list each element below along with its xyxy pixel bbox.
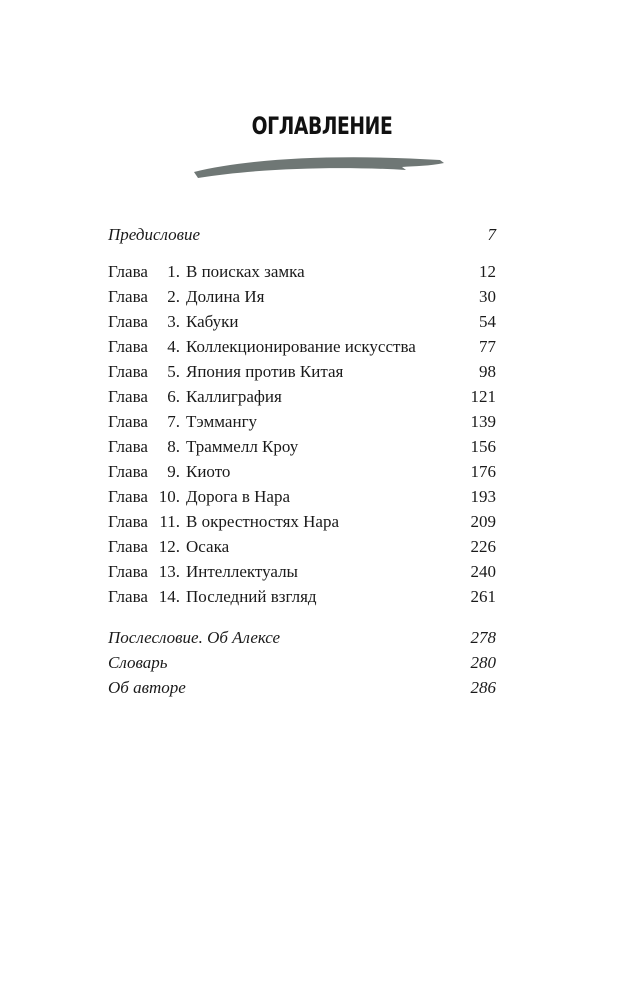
- chapter-prefix: Глава: [108, 487, 148, 506]
- chapter-title: Япония против Китая: [186, 362, 344, 381]
- chapter-title: Киото: [186, 462, 231, 481]
- entry-label: [108, 559, 456, 584]
- chapter-number: 9.: [167, 462, 180, 481]
- entry-label: [108, 284, 456, 309]
- entry-label: [108, 334, 456, 359]
- chapter-prefix: Глава: [108, 412, 148, 431]
- chapter-number: 12.: [158, 537, 180, 556]
- toc-entry-afterword[interactable]: [108, 625, 496, 650]
- chapter-number: 14.: [158, 587, 180, 606]
- entry-label: [108, 534, 456, 559]
- entry-label: [108, 484, 456, 509]
- toc-entry-glossary[interactable]: [108, 650, 496, 675]
- toc-entry-chapter[interactable]: [108, 384, 496, 409]
- chapter-title: Долина Ия: [186, 287, 265, 306]
- entry-page: 156: [470, 437, 496, 456]
- entry-label: [108, 409, 456, 434]
- entry-page: 139: [470, 412, 496, 431]
- chapter-prefix: Глава: [108, 462, 148, 481]
- chapter-number: 5.: [167, 362, 180, 381]
- entry-label: [108, 359, 456, 384]
- chapter-title: Осака: [186, 537, 230, 556]
- entry-page: 240: [470, 562, 496, 581]
- toc-entry-chapter[interactable]: [108, 584, 496, 609]
- toc-entry-chapter[interactable]: [108, 359, 496, 384]
- brush-stroke-decoration: [190, 150, 450, 184]
- entry-page: 121: [470, 387, 496, 406]
- entry-label: [108, 434, 456, 459]
- entry-label: Послесловие. Об Алексе: [108, 628, 281, 647]
- chapter-prefix: Глава: [108, 312, 148, 331]
- entry-page: 12: [479, 262, 496, 281]
- chapter-prefix: Глава: [108, 587, 148, 606]
- entry-label: [108, 509, 456, 534]
- entry-page: 176: [470, 462, 496, 481]
- toc-entry-chapter[interactable]: [108, 334, 496, 359]
- chapter-title: Каллиграфия: [186, 387, 282, 406]
- entry-page: 77: [479, 337, 496, 356]
- entry-page: 286: [470, 678, 496, 697]
- front-matter-list: [108, 222, 496, 247]
- back-matter-list: [108, 625, 496, 700]
- entry-label: [108, 459, 456, 484]
- toc-entry-chapter[interactable]: [108, 434, 496, 459]
- chapter-number: 7.: [167, 412, 180, 431]
- chapter-number: 10.: [158, 487, 180, 506]
- chapter-prefix: Глава: [108, 437, 148, 456]
- entry-page: 30: [479, 287, 496, 306]
- entry-page: 193: [470, 487, 496, 506]
- toc-entry-chapter[interactable]: [108, 459, 496, 484]
- toc-entry-chapter[interactable]: [108, 409, 496, 434]
- entry-page: 280: [470, 653, 496, 672]
- chapter-title: Коллекционирование искусства: [186, 337, 416, 356]
- chapter-prefix: Глава: [108, 262, 148, 281]
- chapter-prefix: Глава: [108, 537, 148, 556]
- chapter-prefix: Глава: [108, 387, 148, 406]
- chapter-number: 8.: [167, 437, 180, 456]
- chapter-prefix: Глава: [108, 362, 148, 381]
- entry-page: 261: [470, 587, 496, 606]
- toc-entry-chapter[interactable]: [108, 559, 496, 584]
- chapter-title: Интеллектуалы: [186, 562, 298, 581]
- entry-label: [108, 584, 456, 609]
- chapter-title: В окрестностях Нара: [186, 512, 339, 531]
- toc-entry-chapter[interactable]: [108, 484, 496, 509]
- entry-page: 7: [487, 225, 496, 244]
- toc-entry-chapter[interactable]: [108, 284, 496, 309]
- entry-page: 98: [479, 362, 496, 381]
- chapter-number: 1.: [167, 262, 180, 281]
- toc-entry-chapter[interactable]: [108, 509, 496, 534]
- chapter-title: Дорога в Нара: [186, 487, 291, 506]
- chapter-number: 6.: [167, 387, 180, 406]
- chapter-prefix: Глава: [108, 512, 148, 531]
- chapter-list: [108, 259, 496, 609]
- toc-entry-about-author[interactable]: [108, 675, 496, 700]
- entry-page: 278: [470, 628, 496, 647]
- entry-label: Об авторе: [108, 678, 186, 697]
- chapter-title: Траммелл Кроу: [186, 437, 299, 456]
- chapter-number: 3.: [167, 312, 180, 331]
- entry-label: Предисловие: [108, 225, 201, 244]
- entry-page: 54: [479, 312, 496, 331]
- chapter-title: В поисках замка: [186, 262, 305, 281]
- chapter-number: 13.: [158, 562, 180, 581]
- toc-entry-chapter[interactable]: [108, 534, 496, 559]
- chapter-prefix: Глава: [108, 337, 148, 356]
- toc-entry-chapter[interactable]: [108, 259, 496, 284]
- chapter-number: 2.: [167, 287, 180, 306]
- chapter-prefix: Глава: [108, 287, 148, 306]
- chapter-title: Кабуки: [186, 312, 239, 331]
- page-title: ОГЛАВЛЕНИЕ: [251, 112, 393, 140]
- entry-label: Словарь: [108, 653, 168, 672]
- toc-entry-preface[interactable]: [108, 222, 496, 247]
- toc-entry-chapter[interactable]: [108, 309, 496, 334]
- chapter-prefix: Глава: [108, 562, 148, 581]
- chapter-number: 4.: [167, 337, 180, 356]
- entry-label: [108, 259, 456, 284]
- chapter-number: 11.: [159, 512, 180, 531]
- entry-label: [108, 384, 456, 409]
- entry-page: 209: [470, 512, 496, 531]
- entry-label: [108, 309, 456, 334]
- entry-page: 226: [470, 537, 496, 556]
- chapter-title: Тэммангу: [186, 412, 258, 431]
- chapter-title: Последний взгляд: [186, 587, 317, 606]
